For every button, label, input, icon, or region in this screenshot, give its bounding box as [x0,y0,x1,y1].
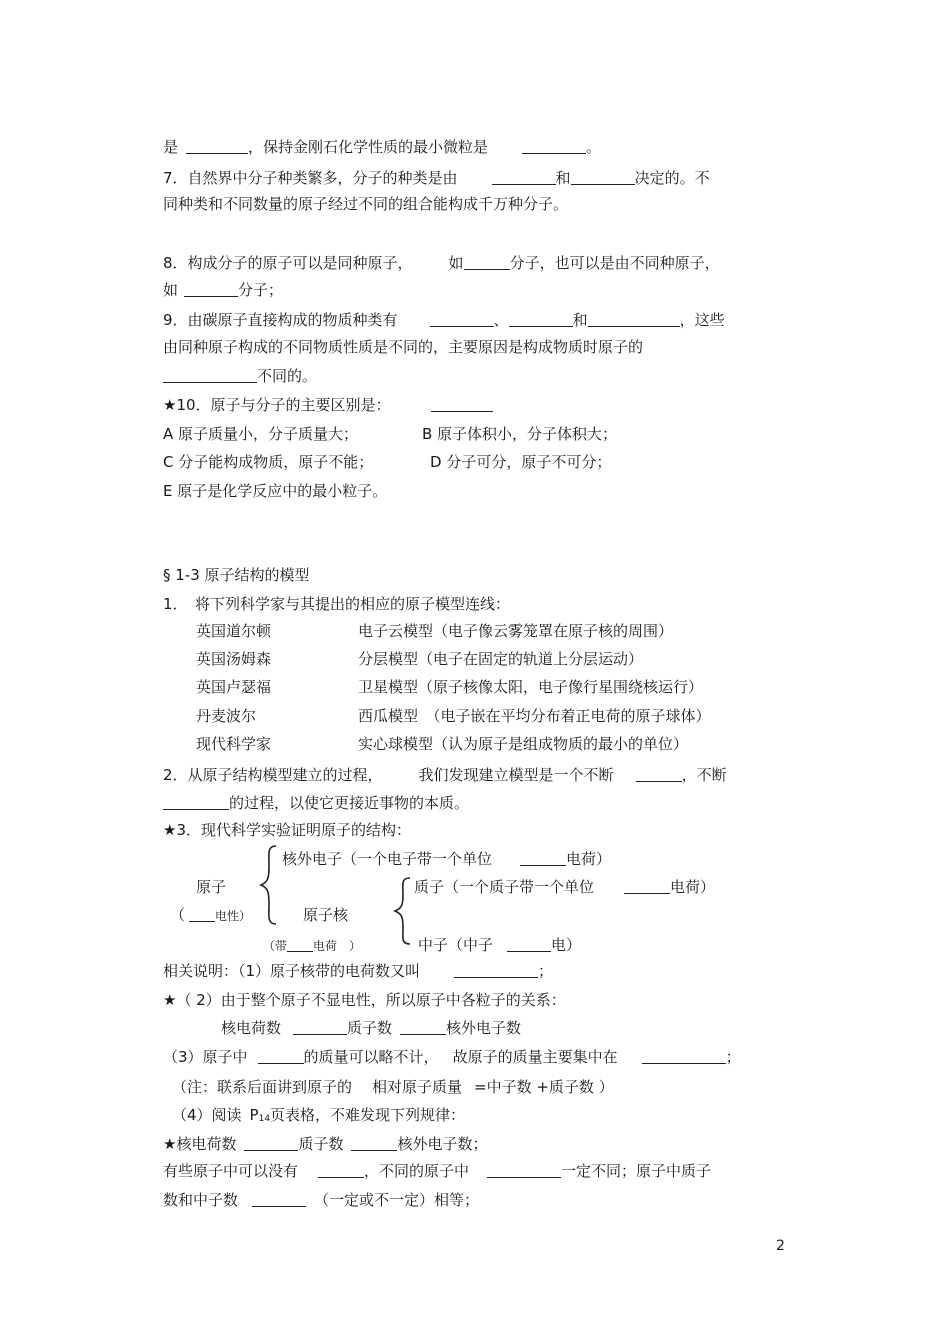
q8-text-a: 8．构成分子的原子可以是同种原子， [163,254,413,272]
q9-text-b: 、 [493,311,509,329]
atom-charge-open: （ [170,906,186,924]
note-3 [163,1047,741,1067]
nucleus-charge-b: 电荷 ） [313,939,362,953]
scientist-5: 现代科学家 [196,735,272,753]
q2-text-a: 2．从原子结构模型建立的过程， [163,766,383,784]
note-3-text-a: （3）原子中 [163,1048,248,1066]
note-5-text-c: 核外电子数； [397,1135,488,1153]
nucleus-charge-a: （带 [263,939,288,953]
note-3-remark-b: 相对原子质量 [372,1078,463,1096]
q10-text: ★10．原子与分子的主要区别是： [163,396,391,414]
note-6-text-a: 有些原子中可以没有 [163,1162,299,1180]
note-3-remark-c: =中子数 +质子数 ） [474,1078,614,1096]
note-6-text-c: 一定不同；原子中质子 [561,1162,712,1180]
model-4: 西瓜模型 （电子嵌在平均分布着正电荷的原子球体） [358,707,711,725]
q9-text-a: 9．由碳原子直接构成的物质种类有 [163,311,398,329]
note-5-text-b: 质子数 [298,1135,344,1153]
q6-tail-line [163,137,601,157]
answer-blank[interactable] [624,878,670,894]
atom-label: 原子 [196,878,227,896]
q2-line-2 [163,793,469,813]
answer-blank[interactable] [287,936,313,952]
q7-text-b: 和 [555,169,571,187]
electron-text-a: 核外电子（一个电子带一个单位 [282,850,493,868]
proton-text-b: 电荷） [670,878,716,896]
answer-blank[interactable] [507,936,551,952]
atom-charge-close: 电性） [215,909,252,923]
q10-option-e: E 原子是化学反应中的最小粒子。 [163,482,388,500]
answer-blank[interactable] [464,254,510,270]
q10-option-d: D 分子可分，原子不可分； [430,453,612,471]
neutron-text-a: 中子（中子 [418,936,494,954]
note-3-remark-a: （注：联系后面讲到原子的 [172,1078,353,1096]
answer-blank[interactable] [351,1135,397,1151]
q7-text-a: 7．自然界中分子种类繁多，分子的种类是由 [163,169,458,187]
q6-text-c: 。 [586,138,602,156]
q6-text-b: ，保持金刚石化学性质的最小微粒是 [248,138,489,156]
proton-line [414,877,715,897]
note-2-eq-a: 核电荷数 [221,1019,282,1037]
answer-blank[interactable] [492,169,556,185]
note-2-equation [221,1018,521,1038]
note-2: ★（ 2）由于整个原子不显电性，所以原子中各粒子的关系： [163,991,566,1009]
nucleus-label: 原子核 [303,906,349,924]
nucleus-charge-line [263,935,361,956]
q9-line-1 [163,310,725,330]
note-4-p: P [249,1106,259,1124]
q8-text-line2b: 分子； [238,281,284,299]
note-4-text-a: （4）阅读 [172,1106,242,1124]
q7-line-2: 同种类和不同数量的原子经过不同的组合能构成千万种分子。 [163,195,569,213]
electron-line [282,849,611,869]
note-3-text-b: 的质量可以略不计， [303,1048,439,1066]
q7-text-c: 决定的。不 [634,169,710,187]
note-1-text-b: ； [538,962,554,980]
q10-line [163,395,493,415]
q2-line-1 [163,765,727,785]
answer-blank[interactable] [431,396,493,412]
answer-blank[interactable] [258,1048,304,1064]
note-7-text-a: 数和中子数 [163,1191,239,1209]
q9-text-line3: 不同的。 [257,367,318,385]
left-curly-brace [258,844,280,926]
answer-blank[interactable] [642,1048,726,1064]
note-3-remark [172,1077,614,1097]
model-1: 电子云模型（电子像云雾笼罩在原子核的周围） [358,622,674,640]
note-7-text-b: （一定或不一定）相等； [314,1191,480,1209]
answer-blank[interactable] [636,766,682,782]
neutron-line [418,935,581,955]
note-5-text-a: ★核电荷数 [163,1135,237,1153]
note-1-text-a: 相关说明：（1）原子核带的电荷数又叫 [163,962,421,980]
section-title: § 1-3 原子结构的模型 [163,566,310,584]
q10-option-b: B 原子体积小，分子体积大； [422,425,618,443]
q9-text-d: ，这些 [679,311,725,329]
answer-blank[interactable] [189,906,215,922]
answer-blank[interactable] [487,1162,561,1178]
q8-text-line2a: 如 [163,281,179,299]
q2-text-line2: 的过程，以使它更接近事物的本质。 [229,794,470,812]
q3-title: ★3．现代科学实验证明原子的结构： [163,821,411,839]
model-2: 分层模型（电子在固定的轨道上分层运动） [358,650,644,668]
atom-charge-line [170,905,251,926]
answer-blank[interactable] [520,850,566,866]
proton-text-a: 质子（一个质子带一个单位 [414,878,595,896]
note-4-text-b: 页表格，不难发现下列规律： [270,1106,466,1124]
right-curly-brace [392,876,414,946]
scientist-2: 英国汤姆森 [196,650,272,668]
q8-text-c: 分子，也可以是由不同种原子， [509,254,720,272]
electron-text-b: 电荷） [566,850,612,868]
note-4-page-sub: 14 [258,1114,271,1124]
scientist-4: 丹麦波尔 [196,707,257,725]
answer-blank[interactable] [454,962,538,978]
answer-blank[interactable] [252,1191,306,1207]
q2-text-c: ，不断 [681,766,727,784]
note-5 [163,1134,487,1154]
answer-blank[interactable] [509,311,573,327]
note-2-eq-b: 质子数 [347,1019,393,1037]
q9-line-3 [163,366,317,386]
q8-line-2 [163,280,283,300]
note-3-text-d: ； [725,1048,741,1066]
note-6-text-b: ，不同的原子中 [364,1162,470,1180]
scientist-1: 英国道尔顿 [196,622,272,640]
answer-blank[interactable] [163,367,257,383]
answer-blank[interactable] [400,1019,446,1035]
q9-text-c: 和 [572,311,588,329]
q8-text-b: 如 [448,254,464,272]
neutron-text-b: 电） [551,936,582,954]
answer-blank[interactable] [571,169,635,185]
answer-blank[interactable] [163,794,229,810]
answer-blank[interactable] [184,281,238,297]
note-1 [163,961,553,981]
answer-blank[interactable] [430,311,494,327]
scientist-3: 英国卢瑟福 [196,678,272,696]
answer-blank[interactable] [293,1019,347,1035]
q10-option-c: C 分子能构成物质，原子不能； [163,453,374,471]
note-2-eq-c: 核外电子数 [446,1019,522,1037]
q6-text-a: 是 [163,138,179,156]
answer-blank[interactable] [588,311,680,327]
answer-blank[interactable] [186,138,248,154]
q8-line-1 [163,253,720,273]
q9-line-2: 由同种原子构成的不同物质性质是不同的，主要原因是构成物质时原子的 [163,338,644,356]
model-3: 卫星模型（原子核像太阳，电子像行星围绕核运行） [358,678,704,696]
q2-text-b: 我们发现建立模型是一个不断 [418,766,614,784]
note-7 [163,1190,479,1210]
note-4 [172,1105,465,1129]
q7-line-1 [163,168,710,188]
q10-option-a: A 原子质量小，分子质量大； [163,425,359,443]
answer-blank[interactable] [244,1135,298,1151]
s1-q1: 1． 将下列科学家与其提出的相应的原子模型连线： [163,595,511,613]
note-3-text-c: 故原子的质量主要集中在 [452,1048,618,1066]
model-5: 实心球模型（认为原子是组成物质的最小的单位） [358,735,689,753]
answer-blank[interactable] [318,1162,364,1178]
page-number: 2 [776,1238,785,1254]
answer-blank[interactable] [522,138,586,154]
note-6 [163,1161,711,1181]
